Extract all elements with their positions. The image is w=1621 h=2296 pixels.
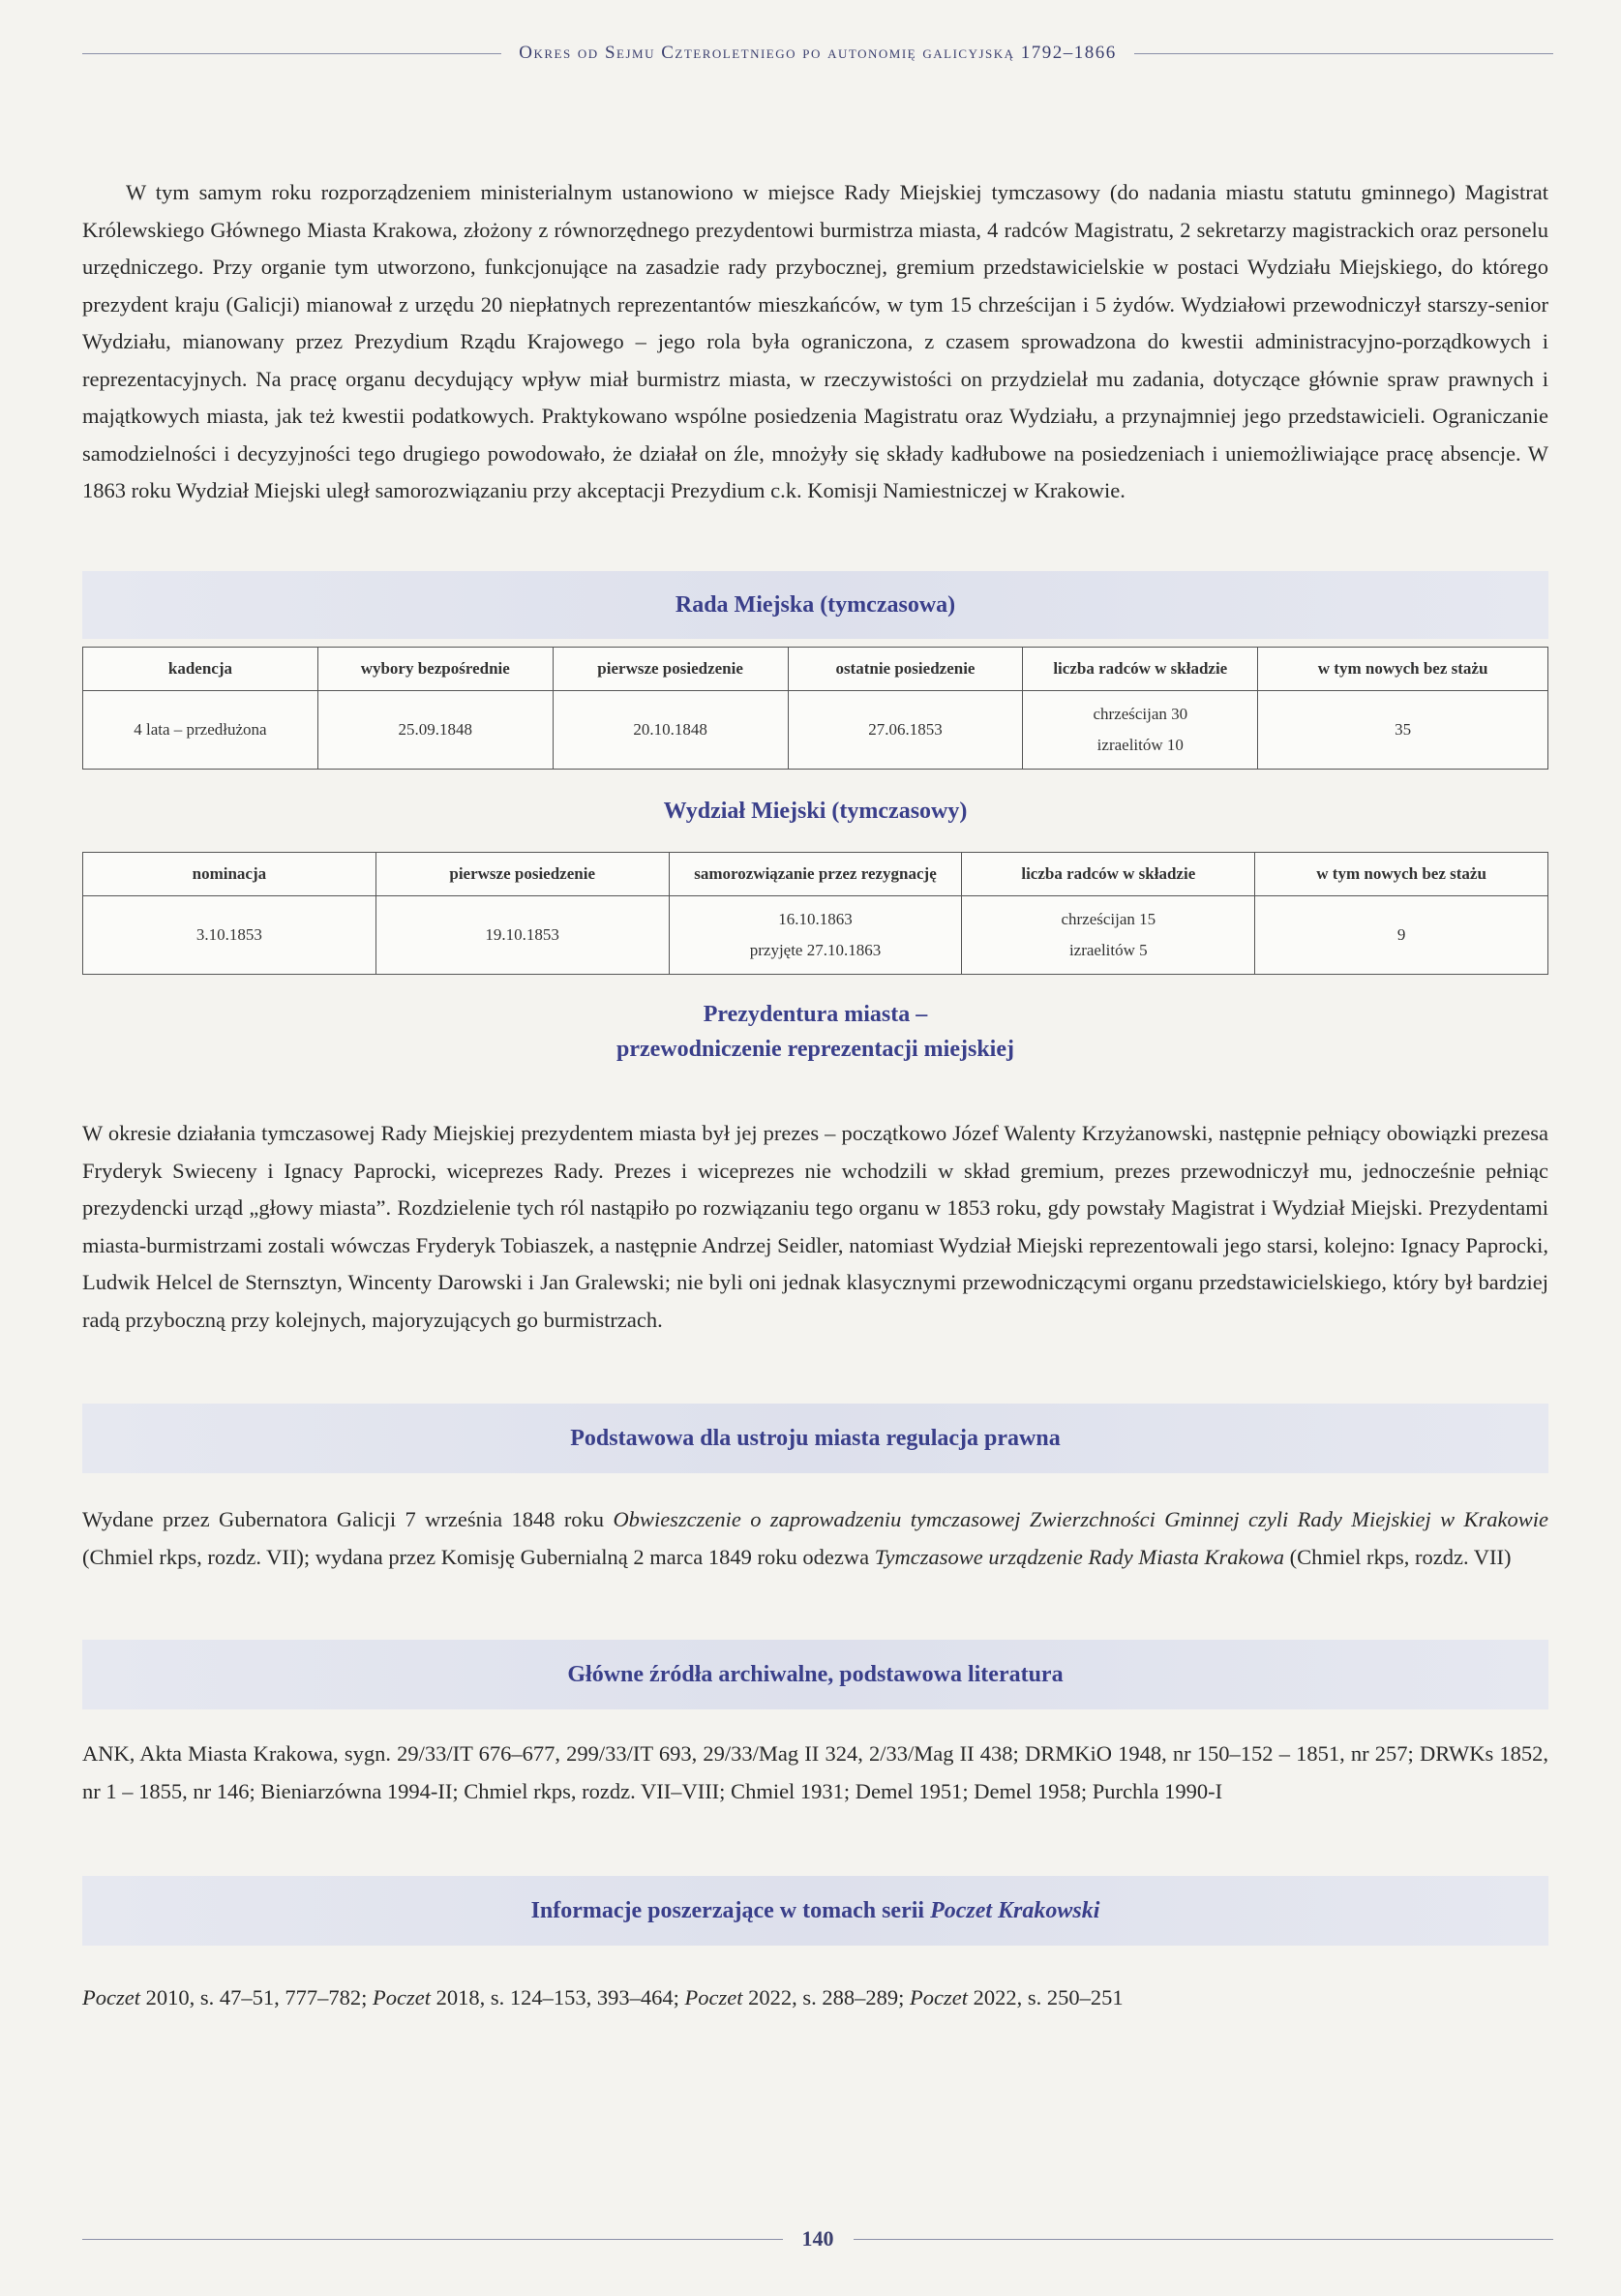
running-head-title: Okres od Sejmu Czteroletniego po autonomię galicyjską 1792–1866	[519, 43, 1117, 63]
regulacja-title-urzadzenie: Tymczasowe urządzenie Rady Miasta Krakowa	[874, 1544, 1284, 1569]
zrodla-paragraph	[82, 1736, 1548, 1810]
rada-col-nowi: w tym nowych bez stażu	[1258, 648, 1548, 691]
regulacja-heading: Podstawowa dla ustroju miasta regulacja prawna	[570, 1426, 1061, 1451]
table-row	[83, 896, 1548, 975]
poczet-heading	[531, 1893, 1100, 1928]
prezydentura-heading-line1: Prezydentura miasta –	[703, 1002, 928, 1027]
table-row	[83, 691, 1548, 770]
poczet-book-2: Poczet	[373, 1985, 431, 2009]
poczet-ref-3: 2022, s. 288–289;	[742, 1985, 910, 2009]
wydzial-samo-data: 16.10.1863	[778, 910, 853, 928]
zrodla-text: ANK, Akta Miasta Krakowa, sygn. 29/33/IT 676–677, 299/33/IT 693, 29/33/Mag II 324, 2/33/Mag II 438; DRMKiO 1948, nr 150–152 – 1851, nr 257; DRWKs 1852, nr 1 – 1855, nr 146; Bieniarzówna 1994-II; Chmiel rkps, rozdz. VII–VIII; Chmiel 1931; Demel 1951; Demel 1958; Purchla 1990-I	[82, 1741, 1548, 1803]
page-number: 140	[801, 2226, 834, 2251]
regulacja-text-3: (Chmiel rkps, rozdz. VII)	[1284, 1544, 1512, 1569]
running-head	[82, 43, 1553, 64]
rada-col-pierwsze: pierwsze posiedzenie	[553, 648, 788, 691]
wydzial-col-nowi: w tym nowych bez stażu	[1255, 853, 1548, 896]
rada-sklad	[1023, 691, 1258, 770]
wydzial-pierwsze: 19.10.1853	[375, 896, 669, 975]
page-footer	[82, 2226, 1553, 2251]
prezydentura-text: W okresie działania tymczasowej Rady Miejskiej prezydentem miasta był jej prezes – początkowo Józef Walenty Krzyżanowski, następnie pełniący obowiązki prezesa Fryderyk Swieceny i Ignacy Paprocki, wiceprezes Rady. Prezes i wiceprezes nie wchodzili w skład gremium, prezes przewodniczył mu, jednocześnie pełniąc prezydencki urząd „głowy miasta”. Rozdzielenie tych ról nastąpiło po rozwiązaniu tego organu w 1853 roku, gdy powstały Magistrat i Wydział Miejski. Prezydentami miasta-burmistrzami zostali wówczas Fryderyk Tobiaszek, a następnie Andrzej Seidler, natomiast Wydział Miejski reprezentowali jego starsi, kolejno: Ignacy Paprocki, Ludwik Helcel de Sternsztyn, Wincenty Darowski i Jan Gralewski; nie byli oni jednak klasycznymi przewodniczącymi organu przedstawicielskiego, który był bardziej radą przyboczną przy kolejnych, majoryzujących go burmistrzach.	[82, 1121, 1548, 1332]
rada-ostatnie: 27.06.1853	[788, 691, 1023, 770]
rada-col-ostatnie: ostatnie posiedzenie	[788, 648, 1023, 691]
poczet-heading-series: Poczet Krakowski	[930, 1898, 1100, 1923]
regulacja-text-2: (Chmiel rkps, rozdz. VII); wydana przez Komisję Gubernialną 2 marca 1849 roku odezwa	[82, 1544, 875, 1569]
poczet-paragraph	[82, 1979, 1548, 2017]
poczet-ref-2: 2018, s. 124–153, 393–464;	[430, 1985, 685, 2009]
wydzial-sklad-chrzescijanie: chrześcijan 15	[1061, 910, 1156, 928]
rada-heading-band	[82, 571, 1548, 639]
header-rule-right	[1134, 53, 1553, 54]
rada-kadencja: 4 lata – przedłużona	[83, 691, 318, 770]
wydzial-nowi: 9	[1255, 896, 1548, 975]
prezydentura-paragraph	[82, 1115, 1548, 1339]
rada-header-row	[83, 648, 1548, 691]
rada-sklad-chrzescijanie: chrześcijan 30	[1093, 705, 1188, 723]
footer-rule-right	[854, 2239, 1554, 2240]
wydzial-header-row	[83, 853, 1548, 896]
wydzial-sklad	[962, 896, 1255, 975]
poczet-book-1: Poczet	[82, 1985, 140, 2009]
wydzial-sklad-izraelici: izraelitów 5	[1068, 941, 1148, 959]
regulacja-paragraph	[82, 1501, 1548, 1576]
regulacja-heading-band	[82, 1404, 1548, 1473]
wydzial-table	[82, 852, 1548, 975]
prezydentura-heading-wrap	[82, 997, 1548, 1067]
rada-nowi: 35	[1258, 691, 1548, 770]
poczet-heading-band	[82, 1876, 1548, 1946]
poczet-book-4: Poczet	[910, 1985, 968, 2009]
rada-sklad-izraelici: izraelitów 10	[1096, 736, 1184, 754]
wydzial-heading: Wydział Miejski (tymczasowy)	[663, 799, 968, 824]
wydzial-col-sklad: liczba radców w składzie	[962, 853, 1255, 896]
rada-heading: Rada Miejska (tymczasowa)	[675, 592, 956, 618]
wydzial-nominacja: 3.10.1853	[83, 896, 376, 975]
wydzial-col-pierwsze: pierwsze posiedzenie	[375, 853, 669, 896]
regulacja-title-obwieszczenie: Obwieszczenie o zaprowadzeniu tymczasowej Zwierzchności Gminnej czyli Rady Miejskiej w Krakowie	[613, 1507, 1548, 1531]
prezydentura-heading-line2: przewodniczenie reprezentacji miejskiej	[616, 1037, 1014, 1062]
poczet-book-3: Poczet	[684, 1985, 743, 2009]
poczet-ref-1: 2010, s. 47–51, 777–782;	[139, 1985, 373, 2009]
rada-table	[82, 647, 1548, 770]
wydzial-col-samorozwiazanie: samorozwiązanie przez rezygnację	[669, 853, 962, 896]
rada-pierwsze: 20.10.1848	[553, 691, 788, 770]
zrodla-heading-band	[82, 1640, 1548, 1709]
rada-col-wybory: wybory bezpośrednie	[317, 648, 553, 691]
footer-rule-left	[82, 2239, 783, 2240]
rada-wybory: 25.09.1848	[317, 691, 553, 770]
wydzial-col-nominacja: nominacja	[83, 853, 376, 896]
rada-col-sklad: liczba radców w składzie	[1023, 648, 1258, 691]
rada-col-kadencja: kadencja	[83, 648, 318, 691]
intro-text: W tym samym roku rozporządzeniem ministerialnym ustanowiono w miejsce Rady Miejskiej tymczasowy (do nadania miastu statutu gminnego) Magistrat Królewskiego Głównego Miasta Krakowa, złożony z równorzędnego prezydentowi burmistrza miasta, 4 radców Magistratu, 2 sekretarzy magistrackich oraz personelu urzędniczego. Przy organie tym utworzono, funkcjonujące na zasadzie rady przybocznej, gremium przedstawicielskie w postaci Wydziału Miejskiego, do którego prezydent kraju (Galicji) mianował z urzędu 20 niepłatnych reprezentantów mieszkańców, w tym 15 chrześcijan i 5 żydów. Wydziałowi przewodniczył starszy-senior Wydziału, mianowany przez Prezydium Rządu Krajowego – jego rola była ograniczona, z czasem sprowadzona do kwestii administracyjno-porządkowych i reprezentacyjnych. Na pracę organu decydujący wpływ miał burmistrz miasta, w rzeczywistości on przydzielał mu zadania, dotyczące głównie spraw prawnych i majątkowych miasta, jak też kwestii podatkowych. Praktykowano wspólne posiedzenia Magistratu oraz Wydziału, a przynajmniej jego przedstawicieli. Ograniczanie samodzielności i decyzyjności tego drugiego powodowało, że działał on źle, mnożyły się składy kadłubowe na posiedzeniach i uniemożliwiające pracę absencje. W 1863 roku Wydział Miejski uległ samorozwiązaniu przy akceptacji Prezydium c.k. Komisji Namiestniczej w Krakowie.	[82, 180, 1548, 502]
poczet-heading-text: Informacje poszerzające w tomach serii	[530, 1898, 931, 1923]
poczet-ref-4: 2022, s. 250–251	[967, 1985, 1124, 2009]
wydzial-samorozwiazanie	[669, 896, 962, 975]
wydzial-heading-wrap	[82, 794, 1548, 829]
zrodla-heading: Główne źródła archiwalne, podstawowa literatura	[567, 1662, 1064, 1687]
intro-paragraph	[82, 174, 1548, 510]
header-rule-left	[82, 53, 501, 54]
wydzial-samo-przyjete: przyjęte 27.10.1863	[749, 941, 882, 959]
regulacja-text-1: Wydane przez Gubernatora Galicji 7 września 1848 roku	[82, 1507, 614, 1531]
